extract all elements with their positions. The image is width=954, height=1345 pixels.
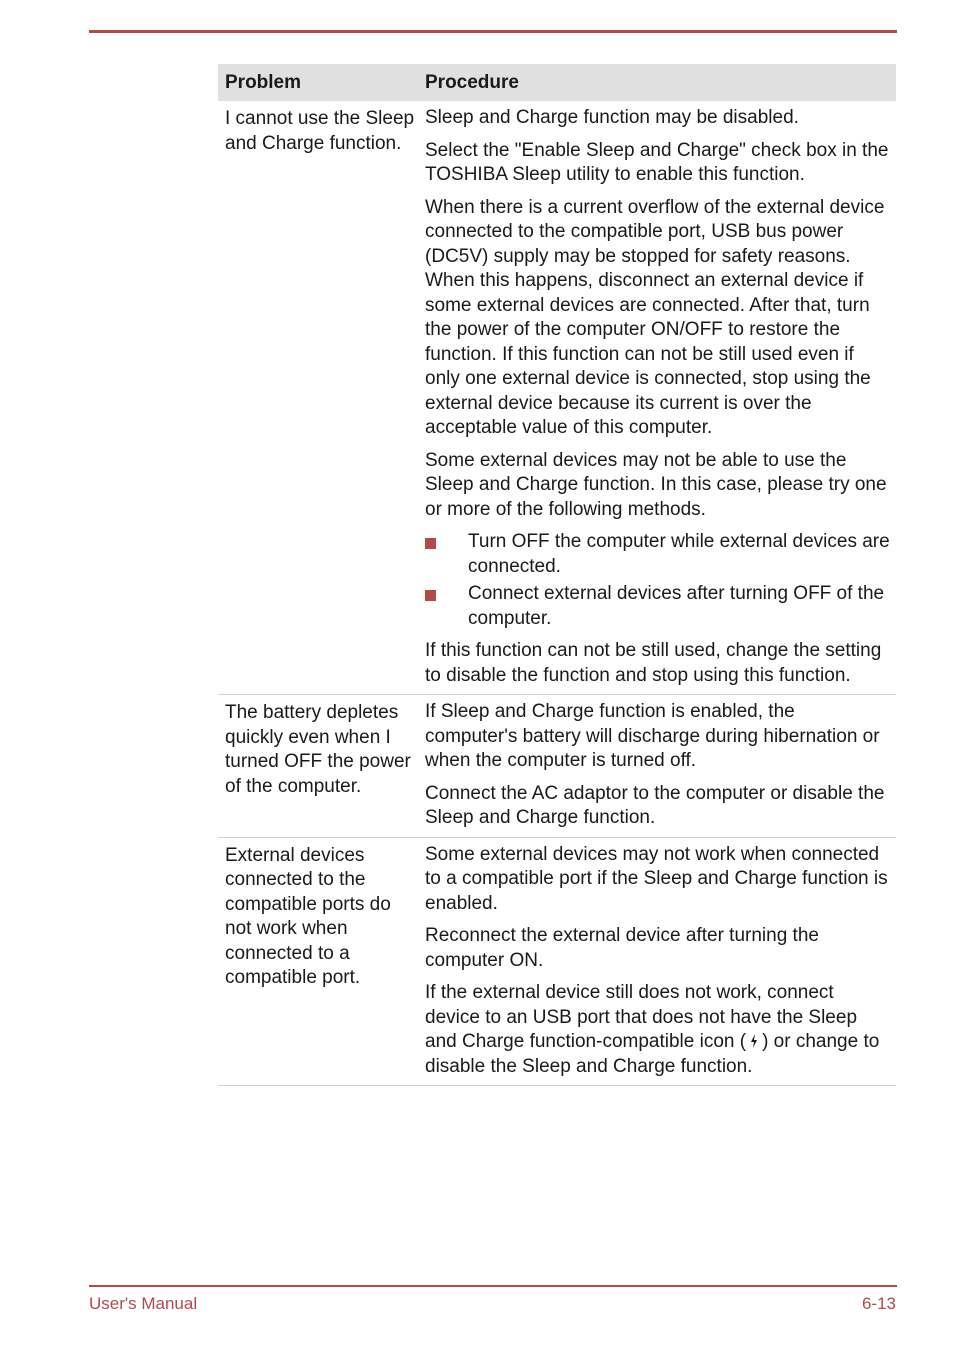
bullet-item: [425, 582, 892, 631]
procedure-paragraph: When there is a current overflow of the external device connected to the compatible port, USB bus power (DC5V) supply may be stopped for safety reasons. When this happens, disconnect an external device if some external devices are connected. After that, turn the power of the computer ON/OFF to restore the function. If this function can not be still used even if only one external device is connected, stop using the external device because its current is over the acceptable value of this computer.: [425, 196, 885, 438]
problem-cell: I cannot use the Sleep and Charge function.: [225, 108, 415, 154]
procedure-paragraph: If this function can not be still used, change the setting to disable the function and stop using this function.: [425, 640, 882, 686]
procedure-paragraph: If Sleep and Charge function is enabled, the computer's battery will discharge during hibernation or when the computer is turned off.: [425, 701, 880, 771]
procedure-paragraph: [425, 981, 892, 1079]
table-row: [218, 838, 896, 1087]
procedure-paragraph: Sleep and Charge function may be disabled.: [425, 107, 799, 128]
paragraph-text: If the external device still does not work, connect device to an USB port that does not have the Sleep and Charge function-compatible icon (: [425, 982, 858, 1052]
procedure-paragraph: Select the "Enable Sleep and Charge" check box in the TOSHIBA Sleep utility to enable this function.: [425, 139, 889, 185]
problem-cell: The battery depletes quickly even when I turned OFF the power of the computer.: [225, 702, 411, 797]
paragraph-text: ) or change to disable the Sleep and Charge function.: [425, 1031, 880, 1077]
table-row: [218, 695, 896, 838]
footer-manual-title: User's Manual: [89, 1294, 198, 1313]
bullet-item: [425, 530, 892, 579]
header-rule: [89, 30, 897, 33]
procedure-paragraph: Connect the AC adaptor to the computer or disable the Sleep and Charge function.: [425, 782, 885, 828]
procedure-paragraph: Reconnect the external device after turning the computer ON.: [425, 925, 819, 971]
problem-cell: External devices connected to the compatible ports do not work when connected to a compatible port.: [225, 844, 391, 988]
header-procedure: Procedure: [425, 71, 519, 93]
footer-rule: [89, 1285, 897, 1287]
bullet-text: Turn OFF the computer while external devices are connected.: [468, 531, 890, 577]
table-row: [218, 101, 896, 695]
procedure-paragraph: Some external devices may not work when connected to a compatible port if the Sleep and Charge function is enabled.: [425, 843, 888, 914]
procedure-cell: [422, 700, 896, 831]
bullet-text: Connect external devices after turning OFF of the computer.: [468, 583, 885, 629]
bullet-square-icon: [425, 590, 436, 601]
procedure-cell: [422, 843, 896, 1080]
footer-page-number: 6-13: [861, 1294, 896, 1313]
bullet-square-icon: [425, 538, 436, 549]
troubleshooting-table: [218, 64, 896, 1086]
bullet-list: [425, 530, 892, 631]
sleep-and-charge-icon: [748, 1033, 760, 1049]
procedure-paragraph: Some external devices may not be able to use the Sleep and Charge function. In this case, please try one or more of the following methods.: [425, 449, 887, 520]
header-problem: Problem: [225, 71, 302, 93]
procedure-cell: [422, 106, 896, 688]
table-header: [218, 64, 896, 101]
